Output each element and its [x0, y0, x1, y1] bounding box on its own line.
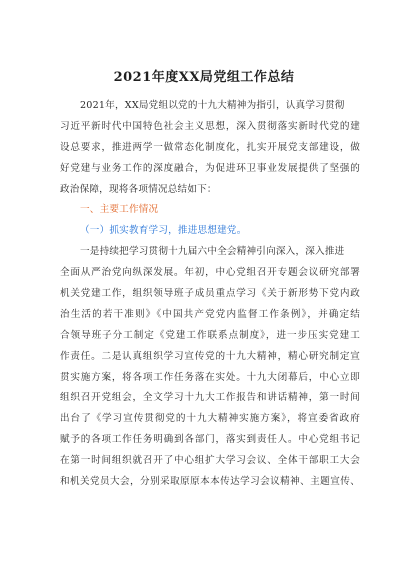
intro-line: 好党建与业务工作的深度融合，为促进环卫事业发展提供了坚强的 — [60, 162, 360, 174]
body-line: 作责任。二是认真组织学习宣传党的十九大精神，精心研究制定宣 — [60, 350, 360, 362]
body-line: 赋予的各项工作任务明确到各部门，落实到责任人。中心党组书记 — [60, 434, 360, 446]
intro-line: 2021年，XX局党组以党的十九大精神为指引，认真学习贯彻 — [80, 100, 345, 111]
intro-line: 设总要求，推进两学一做常态化制度化，扎实开展党支部建设，做 — [60, 141, 360, 153]
body-line: 和机关党员大会，分别采取原原本本传达学习会议精神、主题宣传、 — [60, 476, 360, 488]
body-line: 出台了《学习宣传贯彻党的十九大精神实施方案》，将宣委省政府 — [60, 413, 360, 425]
body-line: 治生活的若干准则》《中国共产党党内监督工作条例》，并确定结 — [60, 308, 360, 320]
body-line: 组织召开党组会，全文学习十九大工作报告和讲话精神，第一时间 — [60, 392, 360, 404]
body-line: 全面从严治党向纵深发展。年初，中心党组召开专题会议研究部署 — [60, 267, 360, 279]
body-line: 贯实施方案，将各项工作任务落在实处。十九大闭幕后，中心立即 — [60, 371, 360, 383]
body-line: 在第一时间组织就召开了中心组扩大学习会议、全体干部职工大会 — [60, 455, 360, 467]
intro-line: 政治保障，现将各项情况总结如下： — [60, 183, 217, 195]
body-line: 合领导班子分工制定《党建工作联系点制度》，进一步压实党建工 — [60, 329, 360, 341]
intro-line: 习近平新时代中国特色社会主义思想，深入贯彻落实新时代党的建 — [60, 120, 360, 132]
body-line: 一是持续把学习贯彻十九届六中全会精神引向深入，深入推进 — [80, 246, 345, 258]
document-title: 2021年度XX局党组工作总结 — [113, 70, 295, 85]
subsection-heading: （一）抓实教育学习，推进思想建党。 — [80, 225, 247, 237]
section-heading: 一、主要工作情况 — [80, 204, 159, 216]
body-line: 机关党建工作，组织领导班子成员重点学习《关于新形势下党内政 — [60, 288, 360, 300]
document-body — [60, 96, 360, 493]
